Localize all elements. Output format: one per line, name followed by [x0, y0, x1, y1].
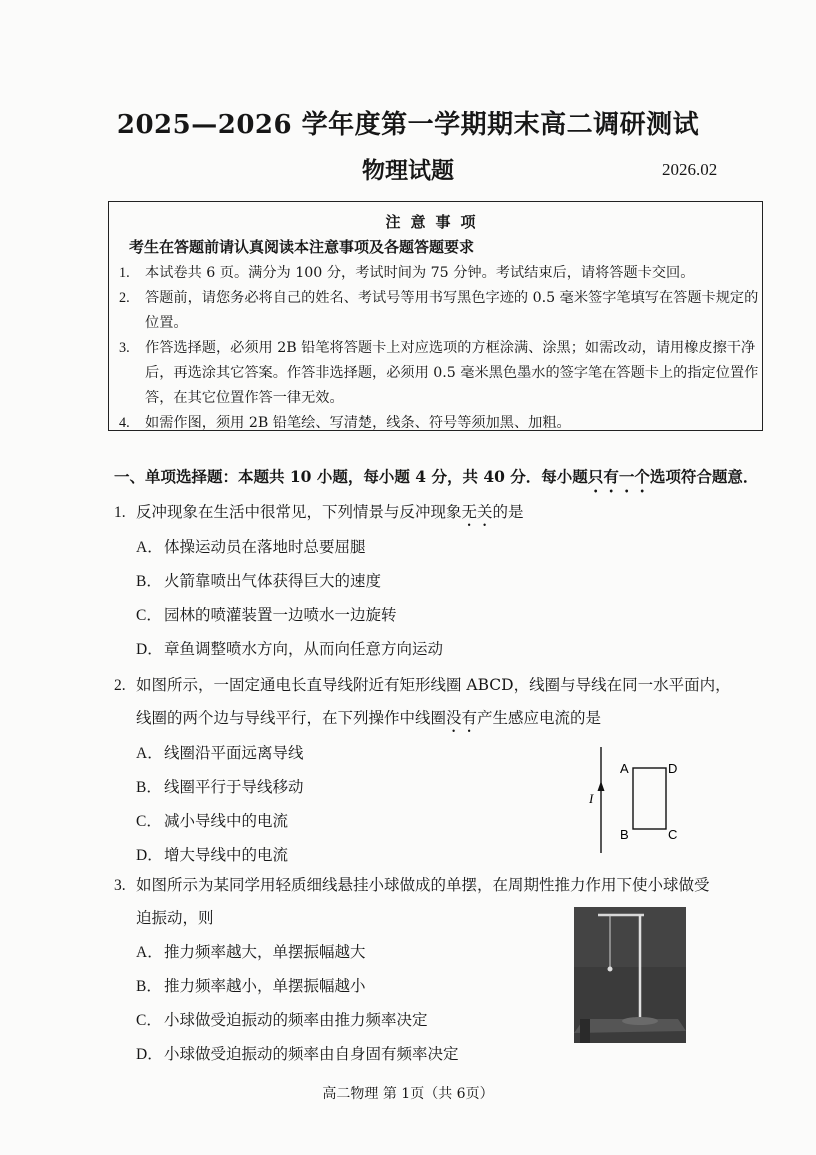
- corner-label-c: C: [668, 827, 678, 842]
- option-letter: B．: [136, 573, 162, 590]
- section-heading: [114, 465, 758, 496]
- option-letter: B．: [136, 779, 162, 796]
- option-letter: D．: [136, 1046, 163, 1063]
- notice-item-number: 2.: [119, 290, 130, 306]
- question-1-option-c[interactable]: [136, 603, 397, 625]
- question-2-option-a[interactable]: [136, 741, 304, 763]
- question-1-option-d[interactable]: [136, 637, 443, 659]
- notice-item-text: 作答选择题，必须用 2B 铅笔将答题卡上对应选项的方框涂满、涂黑；如需改动，请用橡皮擦干净后，再选涂其它答案。作答非选择题，必须用 0.5 毫米黑色墨水的签字笔在答题卡上的指定位置作答，在其它位置作答一律无效。: [145, 340, 759, 406]
- question-number: 2.: [114, 677, 126, 694]
- question-1-option-b[interactable]: [136, 569, 381, 591]
- notice-title: 注意事项: [385, 213, 486, 231]
- option-text: 火箭靠喷出气体获得巨大的速度: [164, 572, 382, 590]
- question-1-stem: [114, 500, 524, 530]
- notice-item: [119, 261, 759, 286]
- question-3-stem-line2: [136, 906, 214, 928]
- question-3-option-b[interactable]: [136, 974, 366, 996]
- stem-emphasis: 没有: [446, 709, 478, 727]
- option-text: 推力频率越大，单摆振幅越大: [164, 943, 366, 961]
- notice-intro: 考生在答题前请认真阅读本注意事项及各题答题要求: [129, 238, 475, 256]
- question-2-option-b[interactable]: [136, 775, 304, 797]
- option-text: 增大导线中的电流: [164, 846, 289, 864]
- option-letter: A．: [136, 539, 163, 556]
- question-3-option-a[interactable]: [136, 940, 366, 962]
- option-text: 推力频率越小，单摆振幅越小: [164, 977, 366, 995]
- question-1-option-a[interactable]: [136, 535, 366, 557]
- option-letter: B．: [136, 978, 162, 995]
- option-letter: D．: [136, 847, 163, 864]
- current-arrow-icon: [598, 781, 605, 791]
- notice-item: [119, 411, 759, 436]
- stem-emphasis: 无关: [461, 503, 493, 521]
- notice-item-text: 如需作图，须用 2B 铅笔绘、写清楚，线条、符号等须加黑、加粗。: [145, 415, 571, 431]
- notice-item-number: 3.: [119, 340, 130, 356]
- option-text: 小球做受迫振动的频率由自身固有频率决定: [164, 1045, 459, 1063]
- current-label: I: [589, 791, 594, 806]
- section-heading-tail: 选项符合题意．: [649, 467, 759, 486]
- stem-tail: 产生感应电流的是: [477, 709, 602, 727]
- corner-label-b: B: [620, 827, 629, 842]
- option-text: 章鱼调整喷水方向，从而向任意方向运动: [164, 640, 444, 658]
- option-text: 线圈平行于导线移动: [164, 778, 304, 796]
- section-heading-text: 一、单项选择题：本题共 10 小题，每小题 4 分，共 40 分．每小题: [114, 467, 588, 486]
- notice-item-text: 答题前，请您务必将自己的姓名、考试号等用书写黑色字迹的 0.5 毫米签字笔填写在答题卡规定的位置。: [145, 290, 759, 331]
- question-3-option-d[interactable]: [136, 1042, 459, 1064]
- question-2-option-d[interactable]: [136, 843, 288, 865]
- section-heading-emphasis: 只有一个: [587, 467, 650, 486]
- pendulum-image: [574, 907, 686, 1043]
- option-letter: C．: [136, 1012, 162, 1029]
- corner-label-a: A: [620, 761, 629, 776]
- question-2-stem-line2: [136, 706, 601, 736]
- stem-text: 迫振动，则: [136, 909, 214, 927]
- option-letter: C．: [136, 813, 162, 830]
- page-footer: 高二物理 第 1页（共 6页）: [322, 1086, 494, 1102]
- exam-title: 2025—2026 学年度第一学期期末高二调研测试: [116, 110, 700, 140]
- stem-text: 如图所示为某同学用轻质细线悬挂小球做成的单摆，在周期性推力作用下使小球做受: [136, 876, 710, 894]
- wire-coil-diagram: [580, 745, 690, 855]
- exam-subject: 物理试题: [362, 157, 454, 184]
- stem-tail: 的是: [492, 503, 524, 521]
- pendulum-photo: [574, 907, 686, 1043]
- notice-item-number: 4.: [119, 415, 130, 431]
- notice-item-text: 本试卷共 6 页。满分为 100 分，考试时间为 75 分钟。考试结束后，请将答题卡交回。: [145, 265, 695, 281]
- option-letter: A．: [136, 944, 163, 961]
- notice-item: [119, 336, 759, 411]
- corner-label-d: D: [668, 761, 678, 776]
- option-letter: D．: [136, 641, 163, 658]
- question-2-stem-line1: [114, 673, 731, 695]
- exam-date: 2026.02: [662, 160, 718, 179]
- notice-item-number: 1.: [119, 265, 130, 281]
- option-letter: C．: [136, 607, 162, 624]
- stem-text: 如图所示，一固定通电长直导线附近有矩形线圈 ABCD，线圈与导线在同一水平面内，: [136, 676, 731, 694]
- notice-list: [119, 261, 759, 436]
- notice-item: [119, 286, 759, 336]
- question-2-option-c[interactable]: [136, 809, 288, 831]
- option-text: 体操运动员在落地时总要屈腿: [164, 538, 366, 556]
- option-text: 小球做受迫振动的频率由推力频率决定: [164, 1011, 428, 1029]
- question-3-stem-line1: [114, 873, 710, 895]
- option-text: 线圈沿平面远离导线: [164, 744, 304, 762]
- stem-text: 线圈的两个边与导线平行，在下列操作中线圈: [136, 709, 447, 727]
- option-text: 园林的喷灌装置一边喷水一边旋转: [164, 606, 397, 624]
- option-letter: A．: [136, 745, 163, 762]
- question-number: 1.: [114, 504, 126, 521]
- question-3-option-c[interactable]: [136, 1008, 428, 1030]
- rectangular-coil: [633, 768, 666, 829]
- option-text: 减小导线中的电流: [164, 812, 289, 830]
- question-number: 3.: [114, 877, 126, 894]
- stem-text: 反冲现象在生活中很常见，下列情景与反冲现象: [136, 503, 462, 521]
- notice-box: [108, 201, 763, 431]
